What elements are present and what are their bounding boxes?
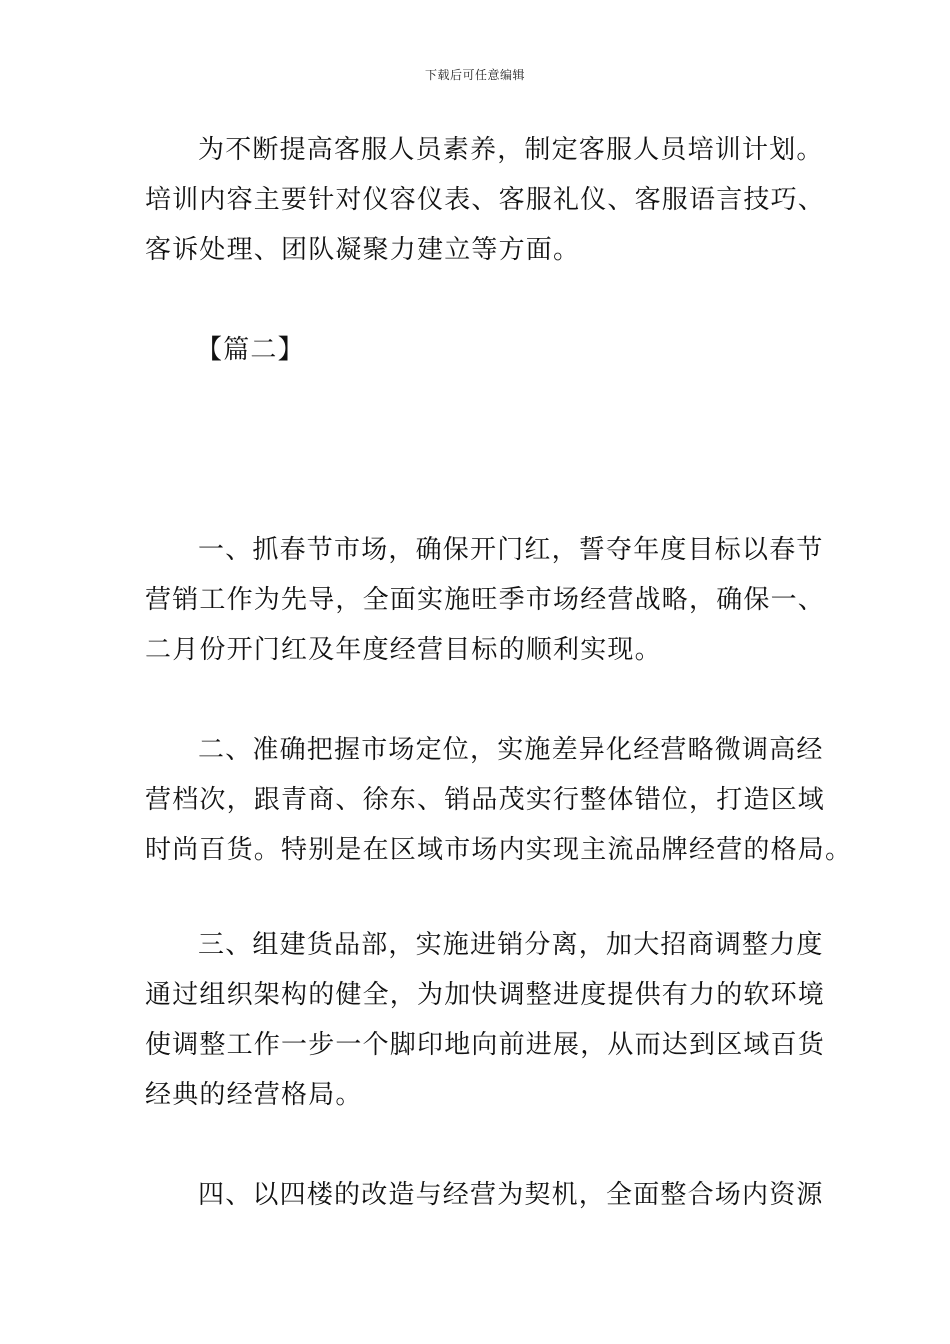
section-title: 【篇二】: [196, 335, 305, 365]
text-line: 使调整工作一步一个脚印地向前进展，从而达到区域百货: [145, 1030, 826, 1060]
text-line: 一、抓春节市场，确保开门红，誓夺年度目标以春节: [198, 535, 824, 565]
text-line: 营销工作为先导，全面实施旺季市场经营战略，确保一、: [145, 585, 826, 615]
text-line: 三、组建货品部，实施进销分离，加大招商调整力度: [198, 930, 824, 960]
text-line: 客诉处理、团队凝聚力建立等方面。: [145, 235, 581, 265]
text-line: 时尚百货。特别是在区域市场内实现主流品牌经营的格局。: [145, 835, 853, 865]
text-line: 二、准确把握市场定位，实施差异化经营略微调高经: [198, 735, 824, 765]
text-line: 为不断提高客服人员素养，制定客服人员培训计划。: [198, 135, 824, 165]
text-line: 四、以四楼的改造与经营为契机，全面整合场内资源: [198, 1180, 824, 1210]
text-line: 营档次，跟青商、徐东、销品茂实行整体错位，打造区域: [145, 785, 826, 815]
page-header: 下载后可任意编辑: [424, 68, 525, 82]
text-line: 二月份开门红及年度经营目标的顺利实现。: [145, 635, 662, 665]
text-line: 通过组织架构的健全，为加快调整进度提供有力的软环境: [145, 980, 826, 1010]
text-line: 经典的经营格局。: [145, 1080, 363, 1110]
text-line: 培训内容主要针对仪容仪表、客服礼仪、客服语言技巧、: [145, 185, 826, 215]
